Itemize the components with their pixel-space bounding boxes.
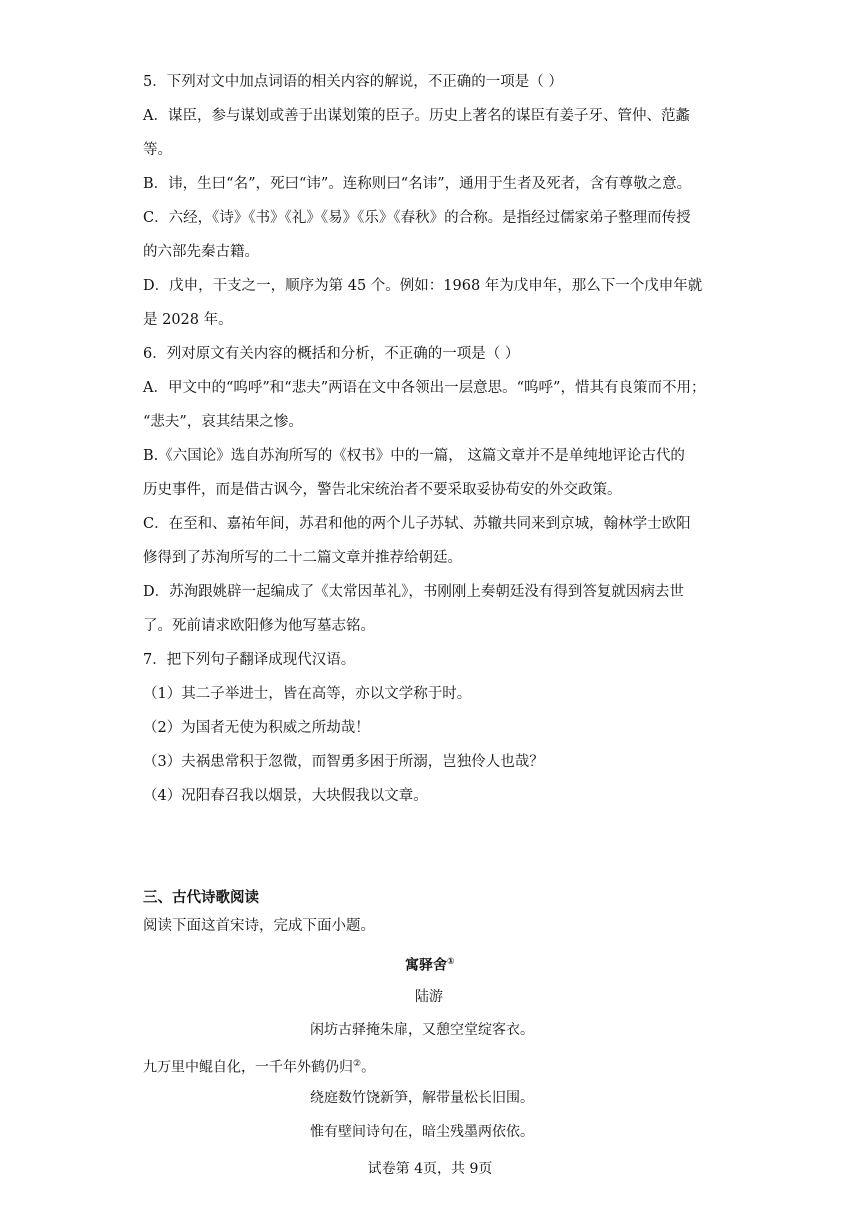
q5-option-d-line1: D．戊申，干支之一，顺序为第 45 个。例如：1968 年为戊申年，那么下一个戊申年就 (143, 278, 703, 294)
q5-option-a-line2: 等。 (143, 142, 172, 158)
q7-stem: 7．把下列句子翻译成现代汉语。 (143, 652, 356, 668)
poem-title: 寓驿舍① (405, 957, 455, 974)
q6-option-a-line1: A．甲文中的“呜呼”和“悲夫”两语在文中各领出一层意思。“呜呼”，惜其有良策而不用； (143, 380, 706, 396)
q7-sentence-1: （1）其二子举进士，皆在高等，亦以文学称于时。 (143, 686, 472, 702)
q5-option-a-line1: A．谋臣，参与谋划或善于出谋划策的臣子。历史上著名的谋臣有姜子牙、管仲、范蠡 (143, 108, 690, 124)
q5-option-d-line2: 是 2028 年。 (143, 312, 233, 328)
q5-option-c-line2: 的六部先秦古籍。 (143, 244, 259, 260)
footnote-marker-1: ① (447, 957, 455, 967)
q5-option-c-line1: C．六经，《诗》《书》《礼》《易》《乐》《春秋》的合称。是指经过儒家弟子整理而传授 (143, 210, 691, 226)
poem-author: 陆游 (415, 989, 443, 1005)
q7-sentence-3: （3）夫祸患常积于忽微，而智勇多困于所溺，岂独伶人也哉？ (143, 754, 544, 770)
q5-option-b: B．讳，生曰“名”，死曰“讳”。连称则曰“名讳”，通用于生者及死者，含有尊敬之意。 (143, 176, 692, 192)
q5-stem: 5．下列对文中加点词语的相关内容的解说，不正确的一项是（ ） (143, 74, 563, 90)
section-instruction: 阅读下面这首宋诗，完成下面小题。 (143, 918, 375, 934)
page-footer: 试卷第 4页，共 9页 (367, 1161, 493, 1177)
q7-sentence-2: （2）为国者无使为积威之所劫哉！ (143, 720, 370, 736)
q6-option-d-line1: D．苏洵跟姚辟一起编成了《太常因革礼》，书刚刚上奏朝廷没有得到答复就因病去世 (143, 584, 684, 600)
q6-option-c-line1: C．在至和、嘉祐年间，苏君和他的两个儿子苏轼、苏辙共同来到京城，翰林学士欧阳 (143, 516, 691, 532)
poem-line-4: 惟有壁间诗句在，暗尘残墨两依依。 (310, 1124, 534, 1140)
q6-option-c-line2: 修得到了苏洵所写的二十二篇文章并推荐给朝廷。 (143, 550, 462, 566)
footnote-marker-2: ② (353, 1059, 362, 1069)
poem-line-2: 九万里中鲲自化，一千年外鹤仍归②。 (143, 1059, 376, 1076)
q6-option-a-line2: “悲夫”，哀其结果之惨。 (143, 414, 303, 430)
q7-sentence-4: （4）况阳春召我以烟景，大块假我以文章。 (143, 788, 428, 804)
q6-option-b-line1: B.《六国论》选自苏洵所写的《权书》中的一篇， 这篇文章并不是单纯地评论古代的 (143, 448, 685, 464)
poem-line-3: 绕庭数竹饶新笋，解带量松长旧围。 (310, 1090, 534, 1106)
q6-stem: 6．列对原文有关内容的概括和分析，不正确的一项是（ ） (143, 346, 520, 362)
section-heading: 三、古代诗歌阅读 (143, 890, 259, 906)
q6-option-d-line2: 了。死前请求欧阳修为他写墓志铭。 (143, 618, 375, 634)
q6-option-b-line2: 历史事件，而是借古讽今，警告北宋统治者不要采取妥协苟安的外交政策。 (143, 482, 622, 498)
poem-line-1: 闲坊古驿掩朱扉，又憩空堂绽客衣。 (310, 1022, 534, 1038)
